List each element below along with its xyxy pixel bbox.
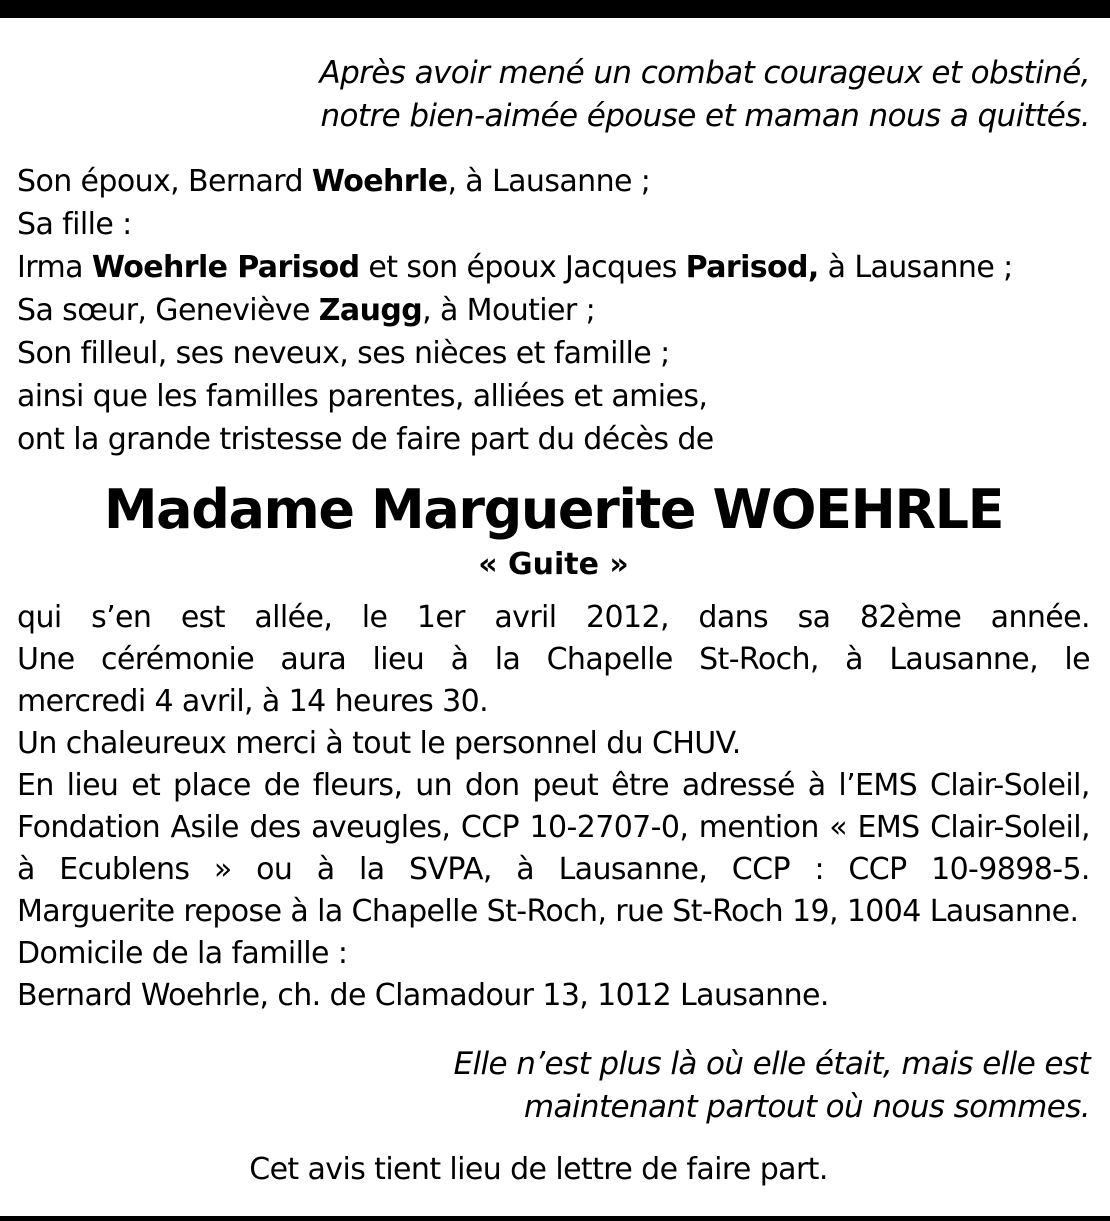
details xyxy=(17,597,1090,1017)
spacer xyxy=(17,1017,1090,1043)
details-domicile-label: Domicile de la famille : xyxy=(17,936,348,971)
word: année. xyxy=(990,600,1090,635)
details-line xyxy=(17,639,1090,681)
word: Fondation xyxy=(17,810,161,845)
word: Clair-Soleil, xyxy=(929,768,1090,803)
word: lieu xyxy=(372,642,425,677)
details-thanks: Un chaleureux merci à tout le personnel du CHUV. xyxy=(17,726,741,761)
family-line-sister: Sa sœur, Geneviève Zaugg, à Moutier ; xyxy=(17,293,596,328)
epigraph-line-1: Après avoir mené un combat courageux et obstiné, xyxy=(319,55,1090,91)
surname-bold: Parisod, xyxy=(685,250,819,285)
word: SVPA, xyxy=(409,852,492,887)
word: à xyxy=(17,852,35,887)
deceased-name: Madame Marguerite WOEHRLE xyxy=(103,478,1004,541)
word: être xyxy=(611,768,670,803)
word: place xyxy=(173,768,251,803)
word: « xyxy=(829,810,848,845)
word: CCP xyxy=(460,810,520,845)
family-line-husband: Son époux, Bernard Woehrle, à Lausanne ; xyxy=(17,164,651,199)
word: 1er xyxy=(416,600,465,635)
word: 10-9898-5. xyxy=(931,852,1090,887)
word: Lausanne, xyxy=(558,852,708,887)
word: qui xyxy=(17,600,62,635)
word: Clair-Soleil, xyxy=(930,810,1090,845)
word: s’en xyxy=(91,600,152,635)
word: et xyxy=(131,768,161,803)
word: à xyxy=(450,642,469,677)
word: St-Roch, xyxy=(699,642,819,677)
word: avril xyxy=(494,600,557,635)
word: fleurs, xyxy=(312,768,403,803)
word: adressé xyxy=(681,768,795,803)
details-line xyxy=(17,849,1090,891)
word: mention xyxy=(698,810,819,845)
word: ou xyxy=(256,852,293,887)
family-line-daughter: Irma Woehrle Parisod et son époux Jacques Parisod, à Lausanne ; xyxy=(17,250,1013,285)
surname-bold: Woehrle xyxy=(311,164,448,199)
deceased-nickname: « Guite » xyxy=(478,547,629,582)
word: Asile xyxy=(170,810,239,845)
obituary-notice xyxy=(17,52,1090,1191)
word: à xyxy=(316,852,335,887)
spacer xyxy=(17,138,1090,160)
word: à xyxy=(845,642,863,677)
word: aura xyxy=(280,642,347,677)
family-line-friends: ainsi que les familles parentes, alliées et amies, xyxy=(17,379,708,414)
word: le xyxy=(1064,642,1090,677)
word: don xyxy=(464,768,520,803)
surname-bold: Woehrle Parisod xyxy=(91,250,360,285)
word: Ecublens xyxy=(59,852,190,887)
word: » xyxy=(213,852,232,887)
family-line-relatives: Son filleul, ses neveux, ses nièces et famille ; xyxy=(17,336,670,371)
word: Lausanne, xyxy=(889,642,1039,677)
word: En xyxy=(17,768,54,803)
word: est xyxy=(180,600,225,635)
word: lieu xyxy=(66,768,119,803)
word: dans xyxy=(698,600,769,635)
word: peut xyxy=(532,768,599,803)
quote-line-1: Elle n’est plus là où elle était, mais elle est xyxy=(453,1046,1090,1082)
surname-bold: Zaugg xyxy=(318,293,423,328)
word: Une xyxy=(17,642,75,677)
word: 82ème xyxy=(859,600,962,635)
family-list xyxy=(17,160,1090,461)
word: à xyxy=(807,768,826,803)
word: CCP xyxy=(848,852,907,887)
closing-line: Cet avis tient lieu de lettre de faire part. xyxy=(249,1152,828,1187)
word: à xyxy=(516,852,535,887)
word: la xyxy=(494,642,521,677)
word: des xyxy=(249,810,301,845)
word: CCP xyxy=(731,852,790,887)
word: le xyxy=(361,600,388,635)
word: sa xyxy=(797,600,831,635)
word: cérémonie xyxy=(100,642,255,677)
word: de xyxy=(263,768,300,803)
word: la xyxy=(359,852,385,887)
word: un xyxy=(415,768,453,803)
epigraph-line-2: notre bien-aimée épouse et maman nous a quittés. xyxy=(320,98,1090,134)
epigraph xyxy=(17,52,1090,138)
word: aveugles, xyxy=(311,810,451,845)
family-line-daughter-label: Sa fille : xyxy=(17,207,132,242)
quote-line-2: maintenant partout où nous sommes. xyxy=(523,1089,1090,1125)
details-domicile-address: Bernard Woehrle, ch. de Clamadour 13, 1012 Lausanne. xyxy=(17,978,829,1013)
bottom-rule xyxy=(0,1216,1110,1221)
word: 10-2707-0, xyxy=(529,810,689,845)
quote xyxy=(17,1043,1090,1129)
word: 2012, xyxy=(586,600,669,635)
details-repose: Marguerite repose à la Chapelle St-Roch, rue St-Roch 19, 1004 Lausanne. xyxy=(17,894,1079,929)
word: EMS xyxy=(857,810,920,845)
family-line-announcement: ont la grande tristesse de faire part du décès de xyxy=(17,422,714,457)
details-line xyxy=(17,765,1090,807)
details-line xyxy=(17,807,1090,849)
word: allée, xyxy=(254,600,333,635)
details-line xyxy=(17,597,1090,639)
top-rule xyxy=(0,0,1110,18)
word: : xyxy=(814,852,824,887)
word: l’EMS xyxy=(838,768,918,803)
word: Chapelle xyxy=(546,642,673,677)
details-line: mercredi 4 avril, à 14 heures 30. xyxy=(17,684,489,719)
